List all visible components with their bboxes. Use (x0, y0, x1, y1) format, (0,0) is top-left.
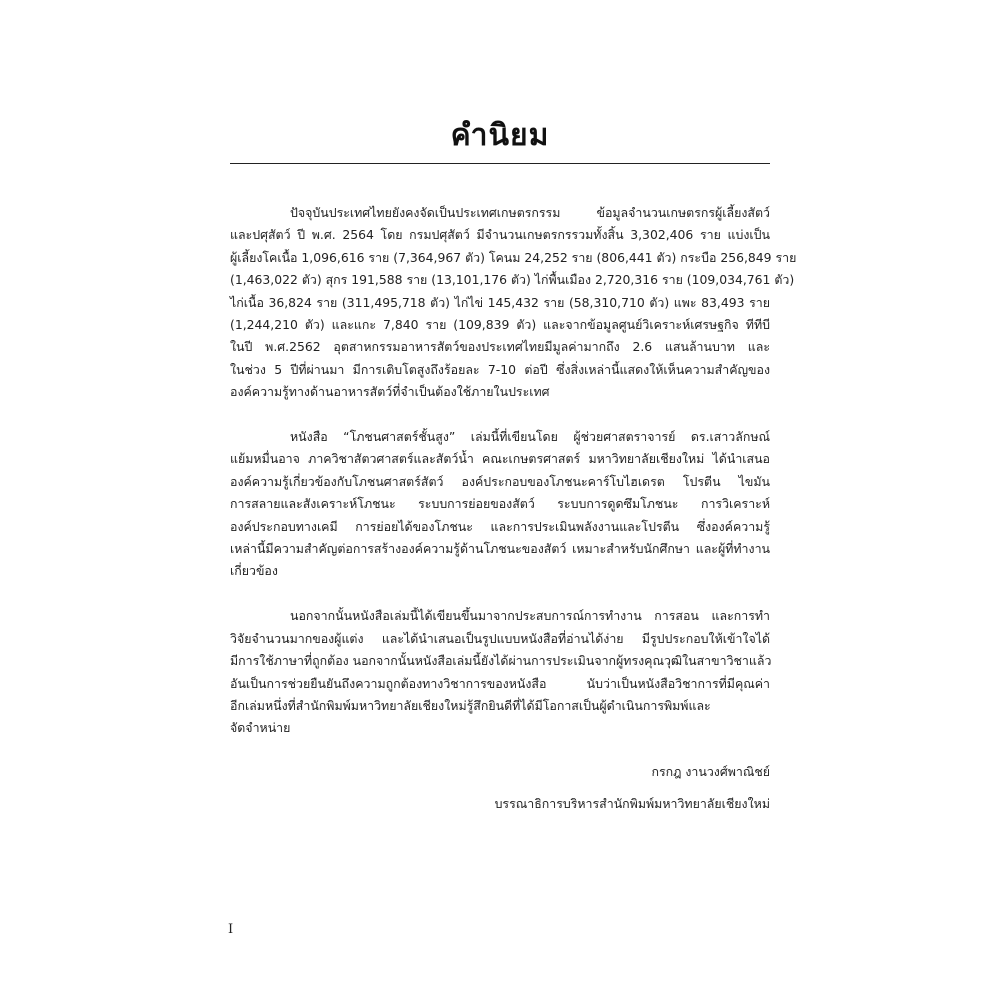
paragraph-line: มีการใช้ภาษาที่ถูกต้อง นอกจากนั้นหนังสือเล่มนี้ยังได้ผ่านการประเมินจากผู้ทรงคุณวุฒิในสาขาวิชาแล้ว (230, 653, 772, 669)
paragraph-line: ไก่เนื้อ 36,824 ราย (311,495,718 ตัว) ไก่ไข่ 145,432 ราย (58,310,710 ตัว) แพะ 83,493 ราย (230, 294, 770, 310)
paragraph-line: และปศุสัตว์ ปี พ.ศ. 2564 โดย กรมปศุสัตว์ มีจำนวนเกษตรกรรวมทั้งสิ้น 3,302,406 ราย แบ่งเป็น (230, 227, 770, 243)
paragraph-line: (1,244,210 ตัว) และแกะ 7,840 ราย (109,839 ตัว) และจากข้อมูลศูนย์วิเคราะห์เศรษฐกิจ ทีทีบี (230, 317, 770, 333)
paragraph-line: นอกจากนั้นหนังสือเล่มนี้ได้เขียนขึ้นมาจากประสบการณ์การทำงาน การสอน และการทำ (290, 608, 770, 624)
page-title: คำนิยม (450, 118, 550, 153)
signature-position: บรรณาธิการบริหารสำนักพิมพ์มหาวิทยาลัยเชียงใหม่ (494, 796, 770, 811)
paragraph-line: องค์ความรู้เกี่ยวข้องกับโภชนศาสตร์สัตว์ องค์ประกอบของโภชนะคาร์โบไฮเดรต โปรตีน ไขมัน (230, 473, 770, 489)
paragraph-2 (230, 426, 770, 583)
signature-name: กรกฎ งานวงศ์พาณิชย์ (651, 764, 770, 779)
paragraph-line: อีกเล่มหนึ่งที่สำนักพิมพ์มหาวิทยาลัยเชียงใหม่รู้สึกยินดีที่ได้มีโอกาสเป็นผู้ดำเนินการพิมพ์และ (230, 697, 711, 713)
foreword-body (230, 202, 797, 762)
paragraph-line: ผู้เลี้ยงโคเนื้อ 1,096,616 ราย (7,364,967 ตัว) โคนม 24,252 ราย (806,441 ตัว) กระบือ 256,849 ราย (230, 249, 797, 265)
paragraph-line: แย้มหมื่นอาจ ภาควิชาสัตวศาสตร์และสัตว์น้ำ คณะเกษตรศาสตร์ มหาวิทยาลัยเชียงใหม่ ได้นำเสนอ (230, 451, 770, 467)
paragraph-line: ในปี พ.ศ.2562 อุตสาหกรรมอาหารสัตว์ของประเทศไทยมีมูลค่ามากถึง 2.6 แสนล้านบาท และ (230, 339, 770, 355)
paragraph-line: จัดจำหน่าย (230, 720, 291, 736)
paragraph-line: เกี่ยวข้อง (230, 563, 278, 579)
paragraph-line: อันเป็นการช่วยยืนยันถึงความถูกต้องทางวิชาการของหนังสือ นับว่าเป็นหนังสือวิชาการที่มีคุณค่า (230, 675, 770, 691)
title-underline (230, 163, 770, 164)
paragraph-line: ปัจจุบันประเทศไทยยังคงจัดเป็นประเทศเกษตรกรรม ข้อมูลจำนวนเกษตรกรผู้เลี้ยงสัตว์ (290, 205, 770, 220)
paragraph-line: เหล่านี้มีความสำคัญต่อการสร้างองค์ความรู้ด้านโภชนะของสัตว์ เหมาะสำหรับนักศึกษา และผู้ที่ทำงาน (230, 541, 770, 557)
paragraph-line: องค์ประกอบทางเคมี การย่อยได้ของโภชนะ และการประเมินพลังงานและโปรตีน ซึ่งองค์ความรู้ (230, 518, 770, 534)
paragraph-line: องค์ความรู้ทางด้านอาหารสัตว์ที่จำเป็นต้องใช้ภายในประเทศ (230, 384, 550, 400)
paragraph-line: วิจัยจำนวนมากของผู้แต่ง และได้นำเสนอเป็นรูปแบบหนังสือที่อ่านได้ง่าย มีรูปประกอบให้เข้าใจได้ (230, 630, 770, 646)
paragraph-line: การสลายและสังเคราะห์โภชนะ ระบบการย่อยของสัตว์ ระบบการดูดซึมโภชนะ การวิเคราะห์ (230, 496, 770, 512)
paragraph-3 (230, 605, 770, 739)
paragraph-line: (1,463,022 ตัว) สุกร 191,588 ราย (13,101,176 ตัว) ไก่พื้นเมือง 2,720,316 ราย (109,034,761 ตัว) (230, 272, 795, 288)
paragraph-line: หนังสือ “โภชนศาสตร์ชั้นสูง” เล่มนี้ที่เขียนโดย ผู้ช่วยศาสตราจารย์ ดร.เสาวลักษณ์ (290, 429, 770, 445)
page-number: I (228, 922, 234, 937)
paragraph-1 (230, 202, 797, 404)
paragraph-line: ในช่วง 5 ปีที่ผ่านมา มีการเติบโตสูงถึงร้อยละ 7-10 ต่อปี ซึ่งสิ่งเหล่านี้แสดงให้เห็นความสำคัญของ (230, 361, 770, 377)
